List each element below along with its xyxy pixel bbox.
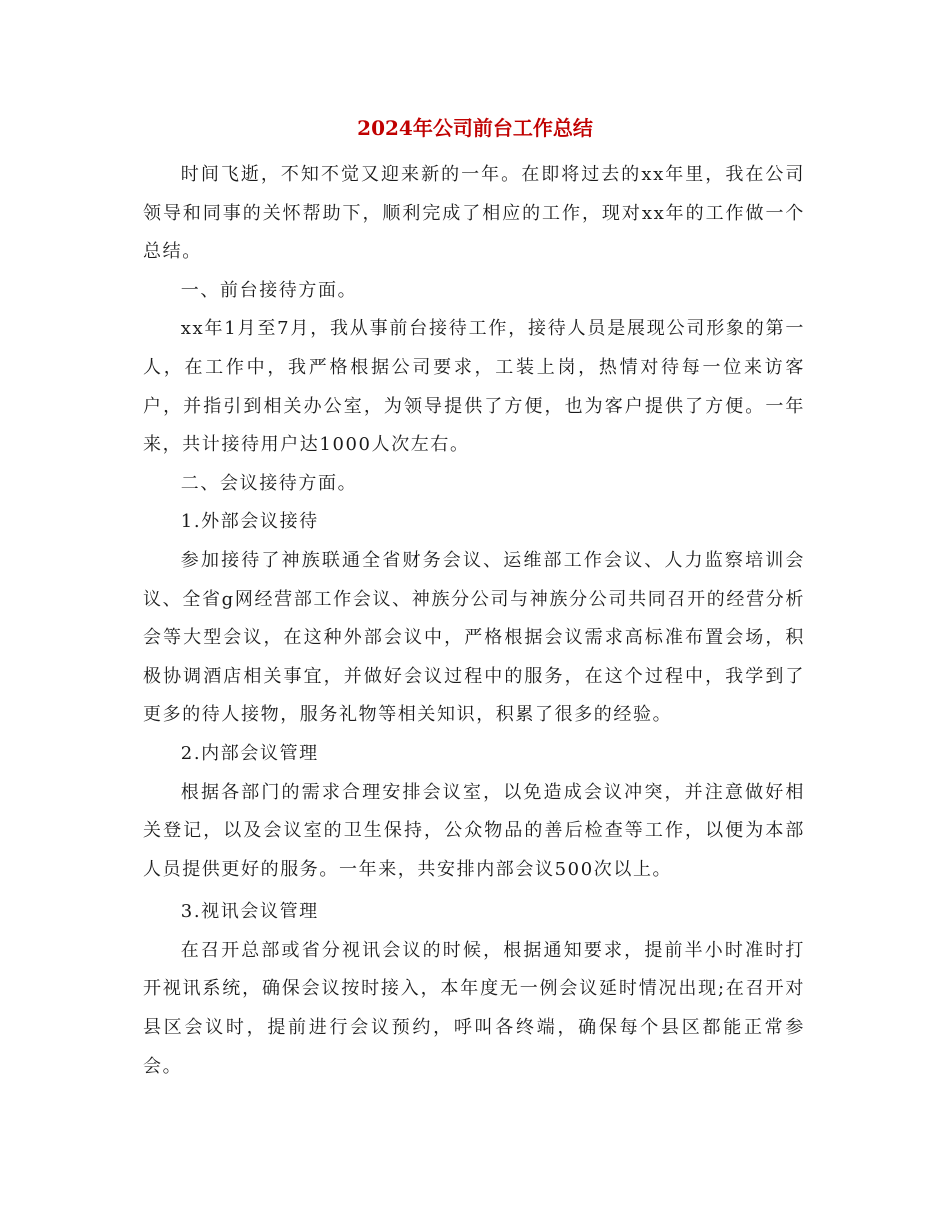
page-title: 2024年公司前台工作总结 [357, 116, 593, 140]
paragraph-internal-meetings: 根据各部门的需求合理安排会议室，以免造成会议冲突，并注意做好相关登记，以及会议室的卫生保持，公众物品的善后检查等工作，以便为本部人员提供更好的服务。一年来，共安排内部会议500次以上。 [143, 781, 805, 880]
paragraph-intro: 时间飞逝，不知不觉又迎来新的一年。在即将过去的xx年里，我在公司领导和同事的关怀帮助下，顺利完成了相应的工作，现对xx年的工作做一个总结。 [143, 164, 805, 263]
paragraph-video-meetings: 在召开总部或省分视讯会议的时候，根据通知要求，提前半小时准时打开视讯系统，确保会议按时接入，本年度无一例会议延时情况出现;在召开对县区会议时，提前进行会议预约，呼叫各终端，确保每个县区都能正常参会。 [143, 939, 805, 1077]
heading-reception: 一、前台接待方面。 [180, 279, 358, 301]
paragraph-external-meetings: 参加接待了神族联通全省财务会议、运维部工作会议、人力监察培训会议、全省g网经营部工作会议、神族分公司与神族分公司共同召开的经营分析会等大型会议，在这种外部会议中，严格根据会议需求高标准布置会场，积极协调酒店相关事宜，并做好会议过程中的服务，在这个过程中，我学到了更多的待人接物，服务礼物等相关知识，积累了很多的经验。 [143, 549, 805, 726]
subheading-internal-meetings: 2.内部会议管理 [180, 742, 319, 764]
document-body [143, 156, 805, 1086]
subheading-external-meetings: 1.外部会议接待 [180, 511, 319, 533]
subheading-video-meetings: 3.视讯会议管理 [180, 901, 319, 923]
paragraph-reception: xx年1月至7月，我从事前台接待工作，接待人员是展现公司形象的第一人，在工作中，我严格根据公司要求，工装上岗，热情对待每一位来访客户，并指引到相关办公室，为领导提供了方便，也为客户提供了方便。一年来，共计接待用户达1000人次左右。 [143, 318, 805, 456]
heading-meetings: 二、会议接待方面。 [180, 472, 358, 494]
